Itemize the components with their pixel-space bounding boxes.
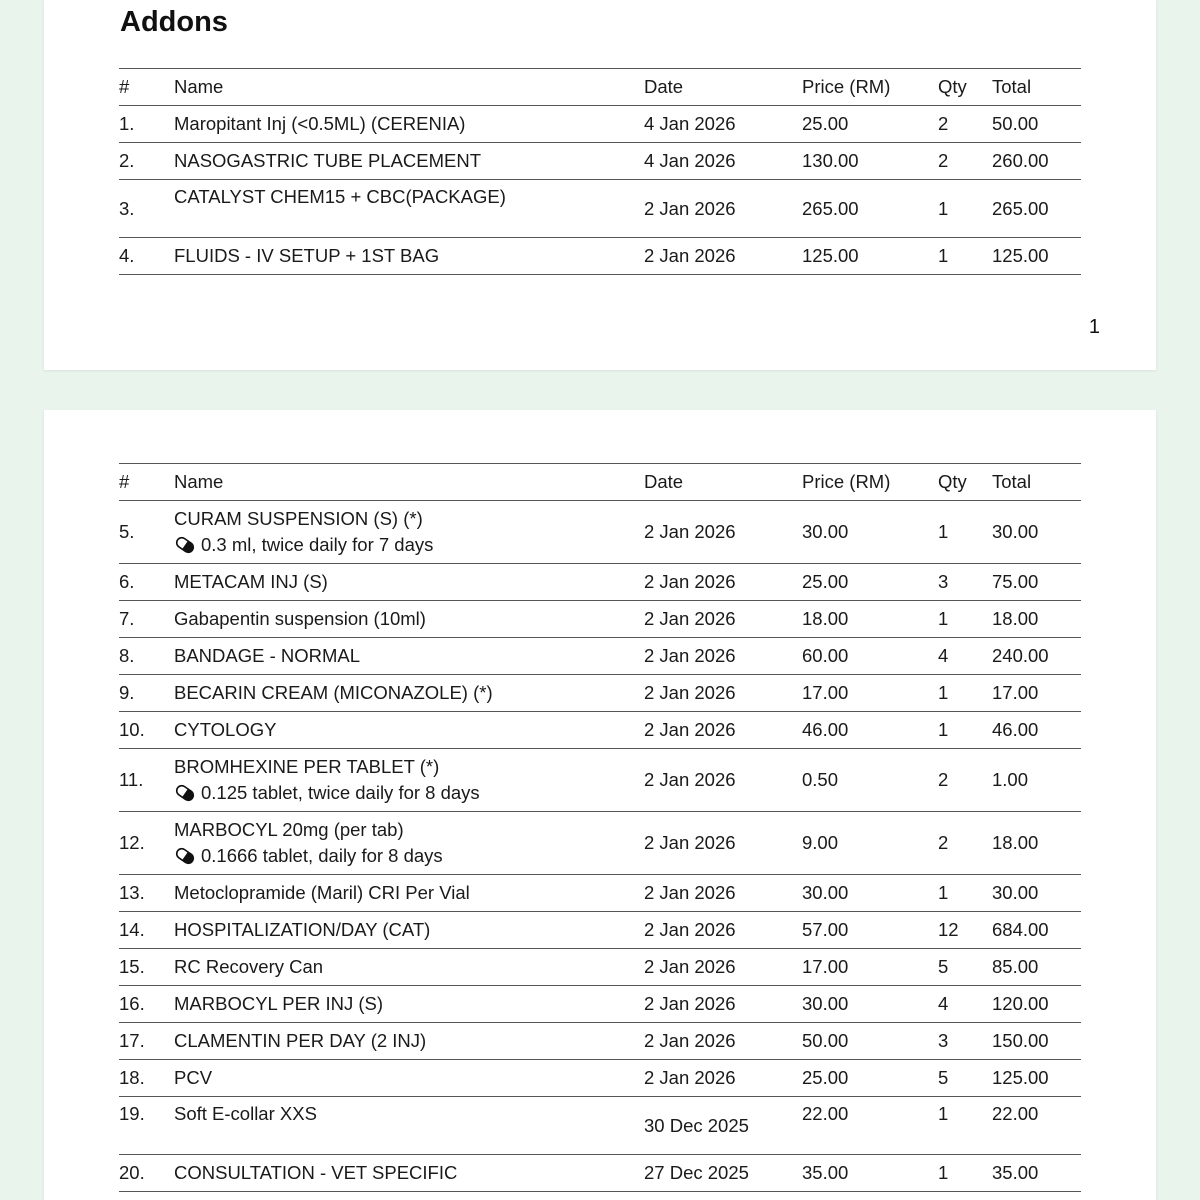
- item-total: 150.00: [992, 1023, 1081, 1060]
- item-price: 50.00: [802, 1023, 938, 1060]
- item-name: PCV: [174, 1060, 644, 1097]
- column-header-date: Date: [644, 464, 802, 501]
- item-qty: 1: [938, 501, 992, 564]
- row-number: 6.: [119, 564, 174, 601]
- item-price: 57.00: [802, 912, 938, 949]
- item-name-cell: [174, 812, 644, 875]
- item-date: 2 Jan 2026: [644, 564, 802, 601]
- dosage-text: 0.125 tablet, twice daily for 8 days: [201, 782, 480, 803]
- item-name: MARBOCYL PER INJ (S): [174, 986, 644, 1023]
- table-row: [119, 812, 1081, 875]
- table-row: [119, 564, 1081, 601]
- item-name: BECARIN CREAM (MICONAZOLE) (*): [174, 675, 644, 712]
- pill-icon: [174, 846, 196, 866]
- item-date: 2 Jan 2026: [644, 238, 802, 275]
- item-qty: 1: [938, 238, 992, 275]
- item-total: 125.00: [992, 1060, 1081, 1097]
- item-date: 2 Jan 2026: [644, 1060, 802, 1097]
- table-row: [119, 749, 1081, 812]
- item-name-cell: [174, 501, 644, 564]
- item-date: 2 Jan 2026: [644, 749, 802, 812]
- item-total: 22.00: [992, 1097, 1081, 1155]
- item-price: 22.00: [802, 1097, 938, 1155]
- item-qty: 1: [938, 712, 992, 749]
- column-header-price: Price (RM): [802, 464, 938, 501]
- row-number: 18.: [119, 1060, 174, 1097]
- item-date: 2 Jan 2026: [644, 912, 802, 949]
- item-date: 4 Jan 2026: [644, 106, 802, 143]
- table-row: [119, 1155, 1081, 1192]
- table-row: [119, 106, 1081, 143]
- item-total: 260.00: [992, 143, 1081, 180]
- item-price: 30.00: [802, 875, 938, 912]
- column-header-name: Name: [174, 69, 644, 106]
- item-price: 130.00: [802, 143, 938, 180]
- item-name: HOSPITALIZATION/DAY (CAT): [174, 912, 644, 949]
- item-name: Metoclopramide (Maril) CRI Per Vial: [174, 875, 644, 912]
- item-total: 35.00: [992, 1155, 1081, 1192]
- row-number: 5.: [119, 501, 174, 564]
- column-header-total: Total: [992, 464, 1081, 501]
- item-qty: 5: [938, 1060, 992, 1097]
- item-date: 2 Jan 2026: [644, 1023, 802, 1060]
- item-date: 2 Jan 2026: [644, 986, 802, 1023]
- item-qty: 1: [938, 875, 992, 912]
- item-qty: 1: [938, 675, 992, 712]
- row-number: 13.: [119, 875, 174, 912]
- table-row: [119, 712, 1081, 749]
- pill-icon: [174, 535, 196, 555]
- item-total: 30.00: [992, 501, 1081, 564]
- row-number: 8.: [119, 638, 174, 675]
- item-name: CLAMENTIN PER DAY (2 INJ): [174, 1023, 644, 1060]
- item-name: MARBOCYL 20mg (per tab): [174, 819, 404, 840]
- column-header-qty: Qty: [938, 464, 992, 501]
- item-price: 25.00: [802, 106, 938, 143]
- item-qty: 3: [938, 1023, 992, 1060]
- item-name: Gabapentin suspension (10ml): [174, 601, 644, 638]
- item-name: CURAM SUSPENSION (S) (*): [174, 508, 423, 529]
- item-price: 46.00: [802, 712, 938, 749]
- item-qty: 12: [938, 912, 992, 949]
- item-qty: 4: [938, 986, 992, 1023]
- item-price: 125.00: [802, 238, 938, 275]
- item-date: 2 Jan 2026: [644, 712, 802, 749]
- item-total: 30.00: [992, 875, 1081, 912]
- item-date: 27 Dec 2025: [644, 1155, 802, 1192]
- item-date: 2 Jan 2026: [644, 875, 802, 912]
- item-date: 30 Dec 2025: [644, 1097, 802, 1155]
- row-number: 9.: [119, 675, 174, 712]
- item-name: CONSULTATION - VET SPECIFIC: [174, 1155, 644, 1192]
- column-header-total: Total: [992, 69, 1081, 106]
- invoice-page-1: [44, 0, 1156, 370]
- table-row: [119, 986, 1081, 1023]
- item-qty: 2: [938, 812, 992, 875]
- row-number: 15.: [119, 949, 174, 986]
- item-total: 18.00: [992, 601, 1081, 638]
- row-number: 7.: [119, 601, 174, 638]
- item-date: 2 Jan 2026: [644, 812, 802, 875]
- dosage-instruction: [174, 532, 644, 558]
- row-number: 4.: [119, 238, 174, 275]
- item-name: FLUIDS - IV SETUP + 1ST BAG: [174, 238, 644, 275]
- item-price: 25.00: [802, 564, 938, 601]
- item-name: METACAM INJ (S): [174, 564, 644, 601]
- table-row: [119, 875, 1081, 912]
- item-price: 35.00: [802, 1155, 938, 1192]
- table-row: [119, 180, 1081, 238]
- table-row: [119, 675, 1081, 712]
- row-number: 14.: [119, 912, 174, 949]
- dosage-text: 0.1666 tablet, daily for 8 days: [201, 845, 443, 866]
- item-total: 1.00: [992, 749, 1081, 812]
- item-total: 120.00: [992, 986, 1081, 1023]
- table-row: [119, 912, 1081, 949]
- item-qty: 1: [938, 601, 992, 638]
- row-number: 2.: [119, 143, 174, 180]
- addons-table-continued: [119, 463, 1081, 1192]
- item-total: 75.00: [992, 564, 1081, 601]
- item-qty: 1: [938, 1097, 992, 1155]
- table-row: [119, 1023, 1081, 1060]
- row-number: 17.: [119, 1023, 174, 1060]
- item-total: 46.00: [992, 712, 1081, 749]
- table-row: [119, 143, 1081, 180]
- row-number: 19.: [119, 1097, 174, 1155]
- item-price: 9.00: [802, 812, 938, 875]
- row-number: 16.: [119, 986, 174, 1023]
- pill-icon: [174, 783, 196, 803]
- invoice-page-2: [44, 410, 1156, 1200]
- item-total: 684.00: [992, 912, 1081, 949]
- item-name: Soft E-collar XXS: [174, 1097, 644, 1155]
- table-row: [119, 238, 1081, 275]
- table-header-row: [119, 464, 1081, 501]
- row-number: 10.: [119, 712, 174, 749]
- table-row: [119, 501, 1081, 564]
- item-price: 60.00: [802, 638, 938, 675]
- row-number: 12.: [119, 812, 174, 875]
- row-number: 1.: [119, 106, 174, 143]
- item-date: 2 Jan 2026: [644, 638, 802, 675]
- item-total: 18.00: [992, 812, 1081, 875]
- item-total: 85.00: [992, 949, 1081, 986]
- table-row: [119, 949, 1081, 986]
- section-title-addons: Addons: [120, 6, 228, 38]
- column-header-price: Price (RM): [802, 69, 938, 106]
- table-row: [119, 638, 1081, 675]
- item-qty: 2: [938, 749, 992, 812]
- item-name: NASOGASTRIC TUBE PLACEMENT: [174, 143, 644, 180]
- item-price: 30.00: [802, 501, 938, 564]
- item-price: 0.50: [802, 749, 938, 812]
- column-header-number: #: [119, 69, 174, 106]
- item-name: BROMHEXINE PER TABLET (*): [174, 756, 440, 777]
- row-number: 3.: [119, 180, 174, 238]
- item-price: 30.00: [802, 986, 938, 1023]
- item-price: 17.00: [802, 949, 938, 986]
- column-header-date: Date: [644, 69, 802, 106]
- item-total: 125.00: [992, 238, 1081, 275]
- item-total: 50.00: [992, 106, 1081, 143]
- item-price: 17.00: [802, 675, 938, 712]
- dosage-instruction: [174, 843, 644, 869]
- item-price: 265.00: [802, 180, 938, 238]
- page-number: 1: [1088, 316, 1100, 338]
- table-row: [119, 1060, 1081, 1097]
- item-date: 2 Jan 2026: [644, 501, 802, 564]
- item-qty: 4: [938, 638, 992, 675]
- item-date: 2 Jan 2026: [644, 601, 802, 638]
- column-header-name: Name: [174, 464, 644, 501]
- item-qty: 3: [938, 564, 992, 601]
- item-date: 2 Jan 2026: [644, 180, 802, 238]
- column-header-number: #: [119, 464, 174, 501]
- item-total: 17.00: [992, 675, 1081, 712]
- dosage-text: 0.3 ml, twice daily for 7 days: [201, 534, 434, 555]
- item-qty: 5: [938, 949, 992, 986]
- item-name: CATALYST CHEM15 + CBC(PACKAGE): [174, 180, 644, 238]
- item-total: 265.00: [992, 180, 1081, 238]
- item-qty: 1: [938, 180, 992, 238]
- table-header-row: [119, 69, 1081, 106]
- item-date: 2 Jan 2026: [644, 675, 802, 712]
- item-date: 2 Jan 2026: [644, 949, 802, 986]
- item-name: RC Recovery Can: [174, 949, 644, 986]
- item-name-cell: [174, 749, 644, 812]
- item-price: 18.00: [802, 601, 938, 638]
- table-row: [119, 1097, 1081, 1155]
- item-qty: 2: [938, 143, 992, 180]
- column-header-qty: Qty: [938, 69, 992, 106]
- item-name: CYTOLOGY: [174, 712, 644, 749]
- dosage-instruction: [174, 780, 644, 806]
- table-row: [119, 601, 1081, 638]
- item-price: 25.00: [802, 1060, 938, 1097]
- item-name: Maropitant Inj (<0.5ML) (CERENIA): [174, 106, 644, 143]
- item-total: 240.00: [992, 638, 1081, 675]
- item-date: 4 Jan 2026: [644, 143, 802, 180]
- addons-table: [119, 68, 1081, 275]
- item-qty: 1: [938, 1155, 992, 1192]
- item-name: BANDAGE - NORMAL: [174, 638, 644, 675]
- row-number: 20.: [119, 1155, 174, 1192]
- item-qty: 2: [938, 106, 992, 143]
- row-number: 11.: [119, 749, 174, 812]
